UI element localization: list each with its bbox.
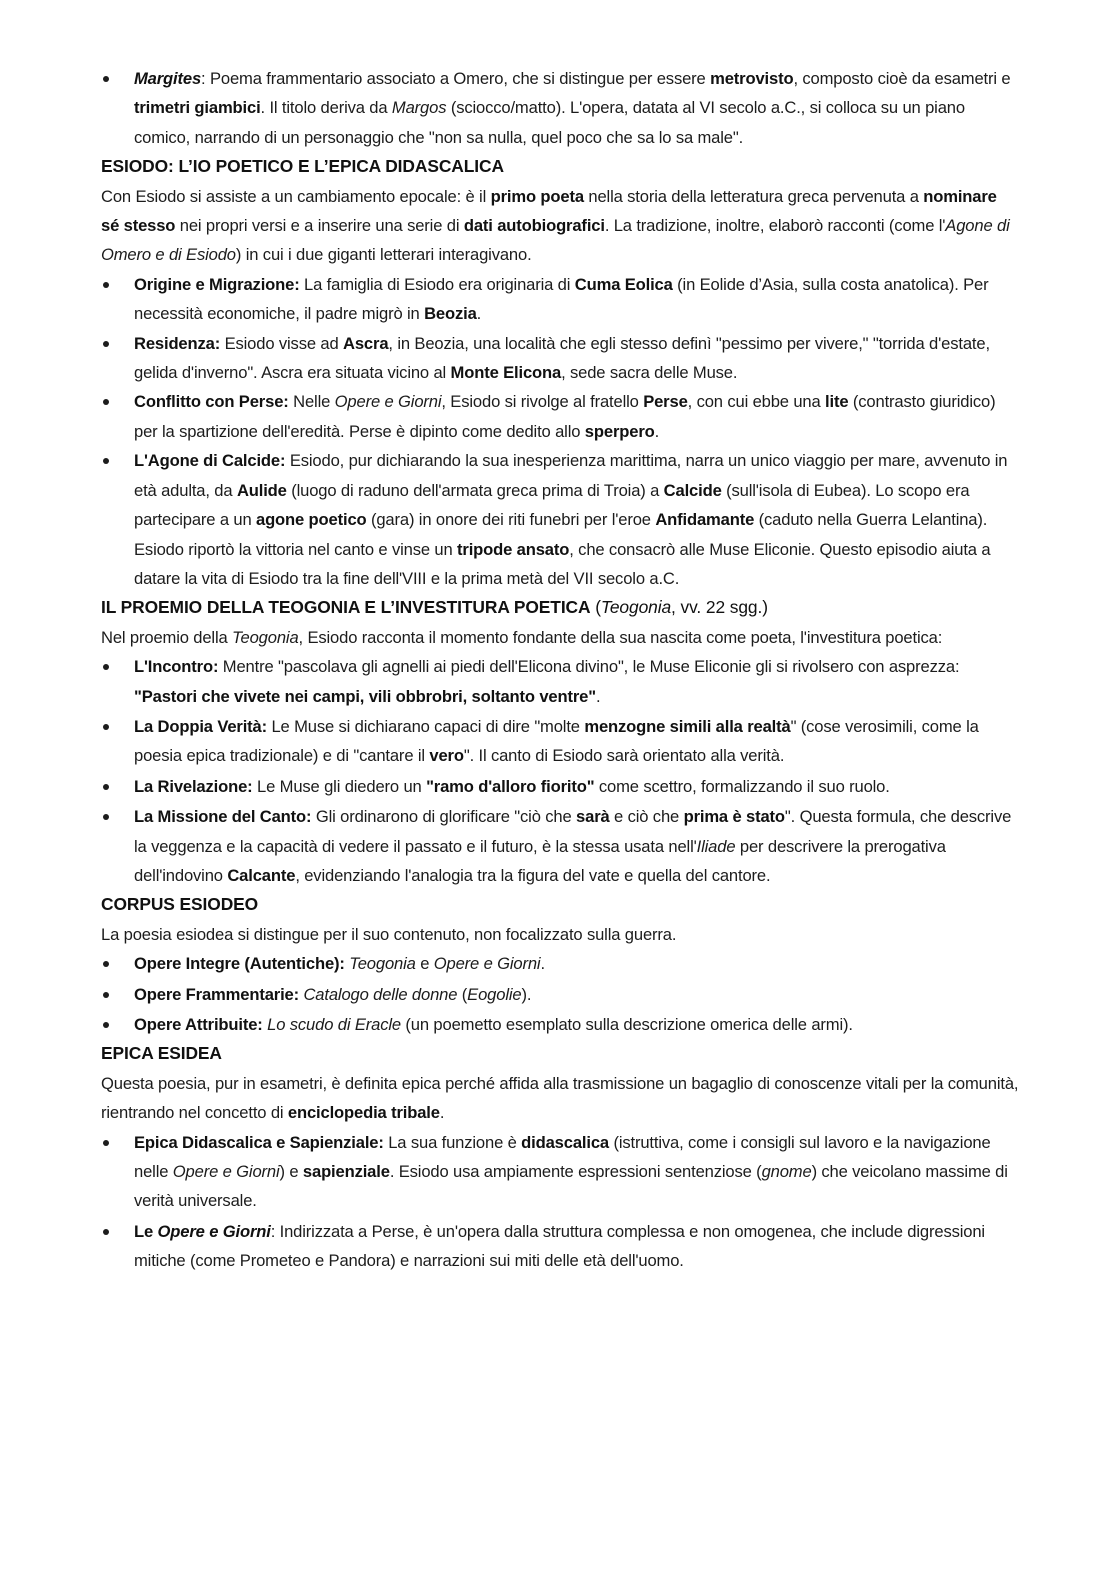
bold-text: lite xyxy=(825,392,849,412)
text-run: (gara) in onore dei riti funebri per l'eroe xyxy=(366,510,656,530)
italic-text: Opere e Giorni xyxy=(334,392,442,412)
text-run: , vv. 22 sgg.) xyxy=(671,597,768,618)
text-run: nella storia della letteratura greca pervenuta a xyxy=(583,186,924,206)
bold-text: metrovisto xyxy=(710,69,794,88)
text-run: Nel proemio della xyxy=(101,627,233,647)
list-item xyxy=(101,270,1019,329)
text-run: (contrasto giuridico) per la spartizione dell'eredità. Perse è dipinto come dedito allo xyxy=(134,392,996,441)
section-paragraph xyxy=(101,920,1019,949)
bold-text: L'Incontro: xyxy=(134,657,219,677)
text-run: , composto cioè da esametri e xyxy=(793,69,1011,88)
text-run: . xyxy=(476,304,482,324)
text-run: Gli ordinarono di glorificare "ciò che xyxy=(311,807,577,827)
intro-list xyxy=(101,64,1019,152)
section-heading xyxy=(101,890,1019,919)
bold-text: nominare sé stesso xyxy=(101,186,997,236)
text-run: Con Esiodo si assiste a un cambiamento epocale: è il xyxy=(101,186,491,206)
bold-text: Margites xyxy=(134,69,202,88)
text-run: , evidenziando l'analogia tra la figura del vate e quella del cantore. xyxy=(295,865,771,885)
bold-text: menzogne simili alla realtà xyxy=(584,716,791,736)
italic-text: Agone di Omero e di Esiodo xyxy=(101,216,1010,265)
text-run: , Esiodo si rivolge al fratello xyxy=(441,392,644,412)
bold-text: Opere Integre (Autentiche): xyxy=(134,954,345,974)
bold-text: Perse xyxy=(643,392,688,412)
italic-text: Lo scudo di Eracle xyxy=(267,1015,401,1034)
heading-text: EPICA ESIDEA xyxy=(101,1043,222,1064)
section-list xyxy=(101,1128,1019,1276)
list-item xyxy=(101,1217,1019,1276)
bold-text: enciclopedia tribale xyxy=(287,1103,440,1123)
italic-text: Opere e Giorni xyxy=(433,954,541,974)
bold-text: La Rivelazione: xyxy=(134,776,253,796)
list-item xyxy=(101,802,1019,890)
italic-text: Iliade xyxy=(696,836,736,856)
text-run: Esiodo visse ad xyxy=(220,333,344,353)
bold-text: Conflitto con Perse: xyxy=(134,392,289,412)
bold-text: trimetri giambici xyxy=(134,98,261,118)
bold-text: sperpero xyxy=(584,421,655,441)
text-run: La sua funzione è xyxy=(383,1132,522,1152)
text-run: Questa poesia, pur in esametri, è definita epica perché affida alla trasmissione un bagaglio di conoscenze vitali per la comunità, rientrando nel concetto di xyxy=(101,1073,1019,1123)
bold-text: Cuma Eolica xyxy=(574,274,673,294)
text-run: nei propri versi e a inserire una serie di xyxy=(175,216,464,236)
text-run: (un poemetto esemplato sulla descrizione omerica delle armi). xyxy=(400,1015,853,1034)
text-run: (istruttiva, come i consigli sul lavoro e la navigazione nelle xyxy=(134,1132,991,1182)
heading-text: ESIODO: L’IO POETICO E L’EPICA DIDASCALICA xyxy=(101,156,504,177)
bold-text: "Pastori che vivete nei campi, vili obbrobri, soltanto ventre" xyxy=(134,686,596,706)
bold-text: Calcante xyxy=(227,865,296,885)
section-paragraph xyxy=(101,1069,1019,1128)
list-item xyxy=(101,949,1019,978)
text-run: ( xyxy=(457,984,468,1004)
heading-reference xyxy=(590,597,767,617)
text-run: . Esiodo usa ampiamente espressioni sentenziose ( xyxy=(389,1162,762,1182)
text-run: ". Il canto di Esiodo sarà orientato alla verità. xyxy=(463,746,785,766)
text-run: , Esiodo racconta il momento fondante della sua nascita come poeta, l'investitura poetica: xyxy=(298,627,943,647)
italic-text: Opere e Giorni xyxy=(172,1162,280,1182)
bold-text: La Missione del Canto: xyxy=(134,807,312,827)
list-item xyxy=(101,1128,1019,1216)
section-heading xyxy=(101,593,1019,622)
text-run: per descrivere la prerogativa dell'indovino xyxy=(134,836,946,885)
bold-text: prima è stato xyxy=(683,807,785,827)
list-item xyxy=(101,64,1019,152)
bold-text: Epica Didascalica e Sapienziale: xyxy=(134,1132,384,1152)
text-run: ) che veicolano massime di verità universale. xyxy=(134,1162,1008,1211)
text-run: ( xyxy=(590,597,601,618)
bold-text: L'Agone di Calcide: xyxy=(134,451,286,471)
text-run: : Indirizzata a Perse, è un'opera dalla struttura complessa e non omogenea, che include digressioni mitiche (come Prometeo e Pandora) e narrazioni sui miti delle età dell'uomo. xyxy=(134,1221,985,1271)
bold-text: didascalica xyxy=(521,1132,609,1152)
text-run: Mentre "pascolava gli agnelli ai piedi dell'Elicona divino", le Muse Eliconie gli si rivolsero con asprezza: xyxy=(218,657,960,677)
bold-text: agone poetico xyxy=(255,510,367,530)
bold-text: La Doppia Verità: xyxy=(134,716,267,736)
text-run: La poesia esiodea si distingue per il suo contenuto, non focalizzato sulla guerra. xyxy=(101,924,677,944)
text-run: . La tradizione, inoltre, elaborò racconti (come l' xyxy=(604,216,946,236)
text-run: Le Muse si dichiarano capaci di dire "molte xyxy=(267,716,585,736)
text-run: : Poema frammentario associato a Omero, che si distingue per essere xyxy=(201,69,711,88)
heading-text: CORPUS ESIODEO xyxy=(101,894,259,915)
list-item xyxy=(101,387,1019,446)
bold-text: Le xyxy=(134,1221,158,1241)
list-item xyxy=(101,329,1019,388)
text-run: (luogo di raduno dell'armata greca prima di Troia) a xyxy=(286,480,664,500)
bold-text: vero xyxy=(429,746,464,766)
section-list xyxy=(101,949,1019,1039)
text-run: . xyxy=(595,686,601,706)
list-item xyxy=(101,772,1019,801)
text-run: ) e xyxy=(279,1162,303,1182)
italic-text: Teogonia xyxy=(600,597,672,618)
section-list xyxy=(101,270,1019,593)
text-run: . xyxy=(540,954,545,974)
text-run: (sull'isola di Eubea). Lo scopo era partecipare a un xyxy=(134,480,970,530)
bold-text: sarà xyxy=(576,807,610,827)
text-run: . xyxy=(439,1103,445,1123)
list-item xyxy=(101,980,1019,1009)
text-run: , sede sacra delle Muse. xyxy=(561,363,738,383)
list-item xyxy=(101,446,1019,593)
text-run: , che consacrò alle Muse Eliconie. Questo episodio aiuta a datare la vita di Esiodo tra la fine dell'VIII e la prima metà del VII secolo a.C. xyxy=(134,539,991,588)
list-item xyxy=(101,1010,1019,1039)
italic-text: gnome xyxy=(761,1162,812,1182)
bold-text: sapienziale xyxy=(302,1162,390,1182)
bold-text: Opere e Giorni xyxy=(157,1221,271,1241)
text-run: Nelle xyxy=(288,392,335,412)
text-run: come scettro, formalizzando il suo ruolo. xyxy=(594,776,890,796)
text-run: . Il titolo deriva da xyxy=(260,98,392,118)
bold-text: Monte Elicona xyxy=(450,363,562,383)
bold-text: tripode ansato xyxy=(457,539,570,559)
text-run: . xyxy=(654,421,660,441)
bold-text: dati autobiografici xyxy=(463,216,605,236)
text-run: Le Muse gli diedero un xyxy=(252,776,427,796)
text-run: ". Questa formula, che descrive la veggenza e la capacità di vedere il passato e il futuro, è la stessa usata nell' xyxy=(134,807,1012,856)
section-heading xyxy=(101,1039,1019,1068)
text-run: Esiodo, pur dichiarando la sua inesperienza marittima, narra un unico viaggio per mare, avvenuto in età adulta, da xyxy=(134,451,1008,500)
bold-text: primo poeta xyxy=(490,186,584,206)
italic-text: Teogonia xyxy=(349,954,416,974)
section-paragraph xyxy=(101,623,1019,652)
bold-text: Beozia xyxy=(424,304,477,324)
text-run: e ciò che xyxy=(609,807,684,827)
bold-text: "ramo d'alloro fiorito" xyxy=(426,776,595,796)
list-item xyxy=(101,712,1019,771)
italic-text: Teogonia xyxy=(232,627,299,647)
italic-text: Margos xyxy=(391,98,447,118)
bold-text: Calcide xyxy=(663,480,722,500)
italic-text: Catalogo delle donne xyxy=(303,984,458,1004)
bold-text: Aulide xyxy=(236,480,287,500)
text-run: La famiglia di Esiodo era originaria di xyxy=(299,274,575,294)
text-run: , in Beozia, una località che egli stesso definì "pessimo per vivere," "torrida d'estate, gelida d'inverno". Ascra era situata vicino al xyxy=(134,333,990,383)
list-item xyxy=(101,652,1019,711)
text-run: " (cose verosimili, come la poesia epica tradizionale) e di "cantare il xyxy=(134,716,979,766)
italic-text: Eogolie xyxy=(467,984,522,1004)
document-page xyxy=(101,64,1019,1276)
text-run: e xyxy=(415,954,434,974)
bold-text: Ascra xyxy=(343,333,389,353)
text-run: ). xyxy=(521,984,532,1004)
text-run: ) in cui i due giganti letterari interagivano. xyxy=(235,245,532,265)
section-heading xyxy=(101,152,1019,181)
bold-text: Opere Frammentarie: xyxy=(134,984,299,1004)
heading-text: IL PROEMIO DELLA TEOGONIA E L’INVESTITURA POETICA xyxy=(101,597,591,618)
bold-text: Residenza: xyxy=(134,333,221,353)
text-run: (in Eolide d’Asia, sulla costa anatolica). Per necessità economiche, il padre migrò in xyxy=(134,274,989,324)
text-run: (sciocco/matto). L'opera, datata al VI secolo a.C., si colloca su un piano comico, narrando di un personaggio che "non sa nulla, quel poco che sa lo sa male". xyxy=(134,98,965,147)
section-list xyxy=(101,652,1019,890)
bold-text: Anfidamante xyxy=(655,510,755,530)
bold-text: Opere Attribuite: xyxy=(134,1015,263,1034)
text-run: , con cui ebbe una xyxy=(687,392,826,412)
section-paragraph xyxy=(101,182,1019,270)
bold-text: Origine e Migrazione: xyxy=(134,274,300,294)
text-run: (caduto nella Guerra Lelantina). Esiodo riportò la vittoria nel canto e vinse un xyxy=(134,510,988,559)
